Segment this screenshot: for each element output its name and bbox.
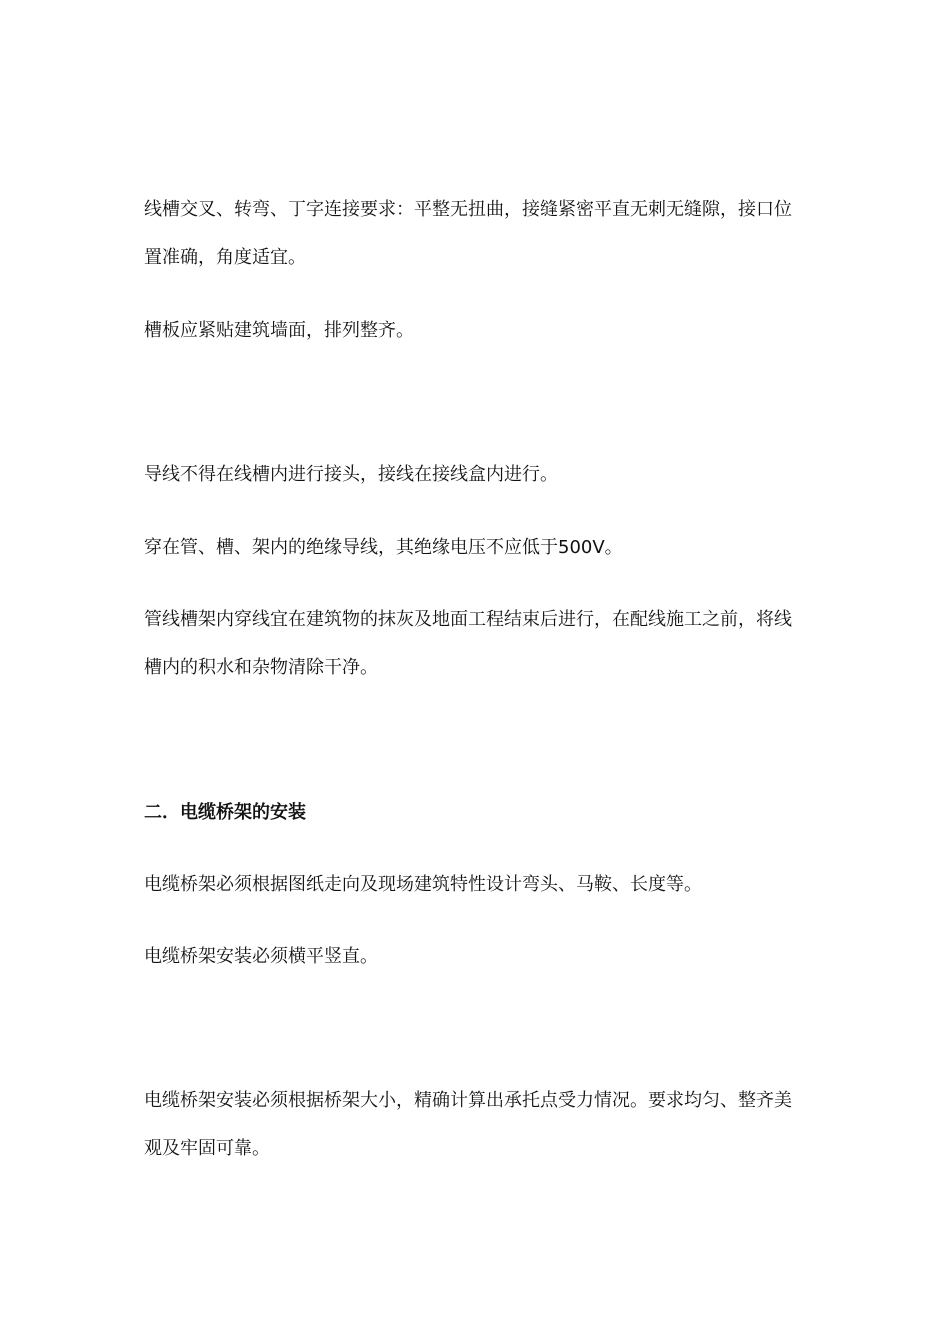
paragraph-tray-supports: 电缆桥架安装必须根据桥架大小，精确计算出承托点受力情况。要求均匀、整齐美观及牢固可靠。 (144, 1090, 792, 1159)
paragraph-no-splice: 导线不得在线槽内进行接头，接线在接线盒内进行。 (144, 464, 558, 485)
paragraph-tray-level: 电缆桥架安装必须横平竖直。 (144, 946, 378, 967)
paragraph-trunking-joints: 线槽交叉、转弯、丁字连接要求：平整无扭曲，接缝紧密平直无刺无缝隙，接口位置准确，角度适宜。 (144, 199, 792, 268)
paragraph-tray-design: 电缆桥架必须根据图纸走向及现场建筑特性设计弯头、马鞍、长度等。 (144, 874, 702, 895)
paragraph-insulation-voltage: 穿在管、槽、架内的绝缘导线，其绝缘电压不应低于500V。 (144, 537, 623, 558)
paragraph-trunking-mounting: 槽板应紧贴建筑墙面，排列整齐。 (144, 320, 414, 341)
paragraph-wiring-timing: 管线槽架内穿线宜在建筑物的抹灰及地面工程结束后进行，在配线施工之前，将线槽内的积水和杂物清除干净。 (144, 609, 792, 678)
section-heading: 二．电缆桥架的安装 (144, 802, 306, 823)
